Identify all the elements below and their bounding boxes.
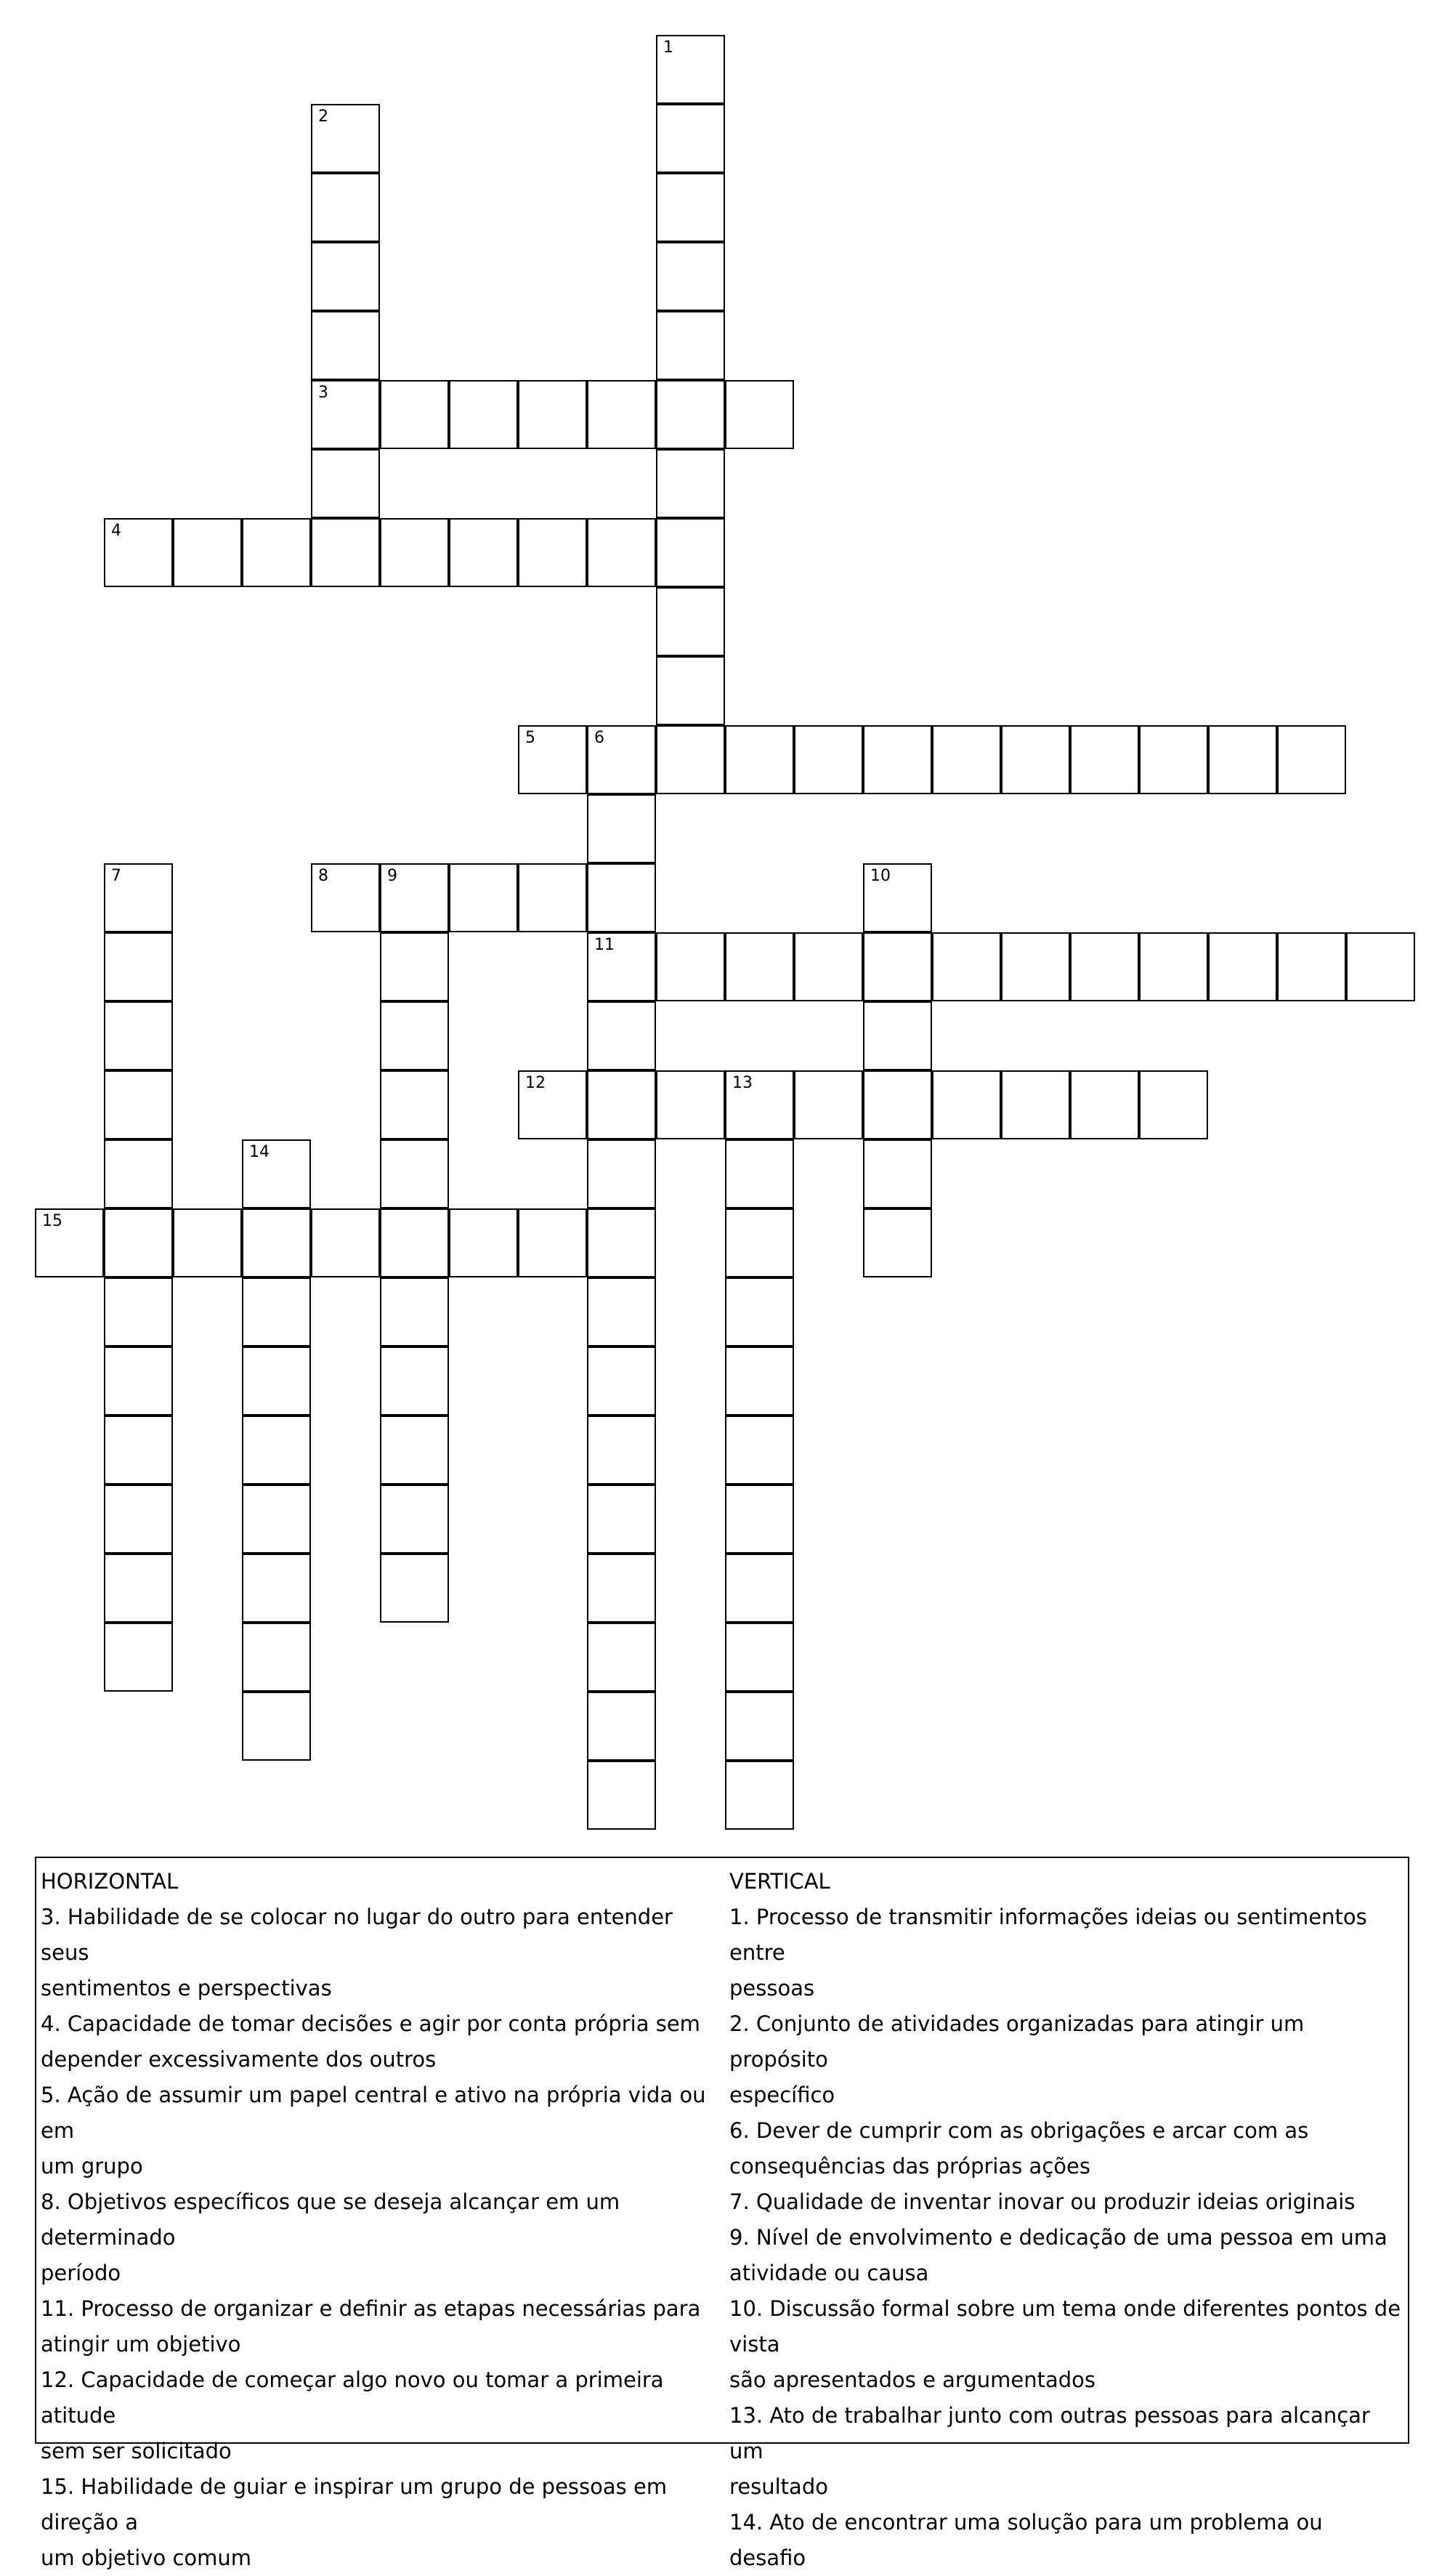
clue-line: são apresentados e argumentados xyxy=(729,2367,1096,2392)
grid-cell[interactable] xyxy=(1346,932,1415,1001)
clue-line: específico xyxy=(729,2083,835,2107)
grid-cell[interactable] xyxy=(311,173,380,242)
clue-line: resultado xyxy=(729,2474,828,2499)
clue-line: 8. Objetivos específicos que se deseja alcançar em um determinado xyxy=(41,2189,620,2250)
grid-cell[interactable] xyxy=(587,1139,656,1208)
grid-cell[interactable] xyxy=(380,1554,449,1623)
grid-cell[interactable] xyxy=(104,1001,173,1070)
horizontal-clues xyxy=(41,1864,726,2576)
grid-cell[interactable] xyxy=(587,1554,656,1623)
grid-cell[interactable] xyxy=(932,1070,1001,1139)
grid-cell[interactable] xyxy=(380,863,449,932)
grid-cell[interactable] xyxy=(725,932,794,1001)
clue-line: 4. Capacidade de tomar decisões e agir por conta própria sem xyxy=(41,2011,700,2036)
grid-cell[interactable] xyxy=(794,725,863,794)
clue-line: 10. Discussão formal sobre um tema onde diferentes pontos de vista xyxy=(729,2296,1401,2357)
clue-line: 9. Nível de envolvimento e dedicação de uma pessoa em uma xyxy=(729,2225,1388,2250)
grid-cell[interactable] xyxy=(863,1070,932,1139)
grid-cell[interactable] xyxy=(656,311,725,380)
clue-line: um grupo xyxy=(41,2154,143,2179)
grid-cell[interactable] xyxy=(1001,932,1070,1001)
grid-cell[interactable] xyxy=(587,1761,656,1830)
grid-cell[interactable] xyxy=(173,1208,242,1277)
grid-cell[interactable] xyxy=(311,380,380,449)
grid-cell[interactable] xyxy=(311,104,380,173)
clue-number: 10 xyxy=(870,867,891,885)
clue-line: sem ser solicitado xyxy=(41,2439,232,2463)
grid-cell[interactable] xyxy=(656,656,725,725)
grid-cell[interactable] xyxy=(656,725,725,794)
grid-cell[interactable] xyxy=(242,1139,311,1208)
grid-cell[interactable] xyxy=(587,1277,656,1346)
grid-cell[interactable] xyxy=(725,1554,794,1623)
grid-cell[interactable] xyxy=(725,1623,794,1692)
grid-cell[interactable] xyxy=(725,1485,794,1554)
grid-cell[interactable] xyxy=(725,1208,794,1277)
grid-cell[interactable] xyxy=(587,380,656,449)
grid-cell[interactable] xyxy=(1139,932,1208,1001)
grid-cell[interactable] xyxy=(1070,725,1139,794)
grid-cell[interactable] xyxy=(380,518,449,587)
clue-number: 2 xyxy=(318,108,328,126)
clue-number: 3 xyxy=(318,384,328,402)
grid-cell[interactable] xyxy=(587,932,656,1001)
grid-cell[interactable] xyxy=(242,1623,311,1692)
grid-cell[interactable] xyxy=(380,1277,449,1346)
grid-cell[interactable] xyxy=(725,1070,794,1139)
grid-cell[interactable] xyxy=(242,1208,311,1277)
clue-line: 12. Capacidade de começar algo novo ou tomar a primeira atitude xyxy=(41,2367,664,2428)
clue-line: 13. Ato de trabalhar junto com outras pessoas para alcançar um xyxy=(729,2403,1370,2463)
grid-cell[interactable] xyxy=(242,1346,311,1416)
clue-number: 9 xyxy=(387,867,397,885)
grid-cell[interactable] xyxy=(104,1554,173,1623)
grid-cell[interactable] xyxy=(380,1416,449,1485)
grid-cell[interactable] xyxy=(656,587,725,656)
clue-number: 4 xyxy=(111,522,121,540)
grid-cell[interactable] xyxy=(587,518,656,587)
grid-cell[interactable] xyxy=(518,1070,587,1139)
grid-cell[interactable] xyxy=(449,1208,518,1277)
clue-line: 7. Qualidade de inventar inovar ou produzir ideias originais xyxy=(729,2189,1356,2214)
grid-cell[interactable] xyxy=(656,1070,725,1139)
clue-number: 13 xyxy=(732,1074,753,1092)
grid-cell[interactable] xyxy=(242,1692,311,1761)
grid-cell[interactable] xyxy=(587,1070,656,1139)
grid-cell[interactable] xyxy=(863,863,932,932)
grid-cell[interactable] xyxy=(725,1761,794,1830)
clues-box xyxy=(35,1857,1409,2570)
grid-cell[interactable] xyxy=(104,1623,173,1692)
grid-cell[interactable] xyxy=(380,1001,449,1070)
horizontal-clue-list xyxy=(41,1899,726,2576)
clue-number: 11 xyxy=(594,936,615,954)
clue-line: sentimentos e perspectivas xyxy=(41,1976,332,2000)
clue-line: 5. Ação de assumir um papel central e ativo na própria vida ou em xyxy=(41,2083,706,2143)
clue-line: 6. Dever de cumprir com as obrigações e arcar com as xyxy=(729,2118,1309,2143)
grid-cell[interactable] xyxy=(380,1485,449,1554)
grid-cell[interactable] xyxy=(242,1416,311,1485)
grid-cell[interactable] xyxy=(725,380,794,449)
grid-cell[interactable] xyxy=(932,932,1001,1001)
grid-cell[interactable] xyxy=(725,1277,794,1346)
grid-cell[interactable] xyxy=(587,1692,656,1761)
grid-cell[interactable] xyxy=(173,518,242,587)
grid-cell[interactable] xyxy=(1208,725,1277,794)
grid-cell[interactable] xyxy=(242,1554,311,1623)
clue-line: atingir um objetivo xyxy=(41,2332,241,2357)
grid-cell[interactable] xyxy=(449,518,518,587)
clue-line: pessoas xyxy=(729,1976,815,2000)
grid-cell[interactable] xyxy=(380,932,449,1001)
grid-cell[interactable] xyxy=(656,932,725,1001)
grid-cell[interactable] xyxy=(863,1139,932,1208)
clue-line: 3. Habilidade de se colocar no lugar do outro para entender seus xyxy=(41,1905,673,1965)
grid-cell[interactable] xyxy=(863,1208,932,1277)
grid-cell[interactable] xyxy=(1277,725,1346,794)
grid-cell[interactable] xyxy=(242,1277,311,1346)
horizontal-heading: HORIZONTAL xyxy=(41,1869,179,1894)
grid-cell[interactable] xyxy=(1208,932,1277,1001)
grid-cell[interactable] xyxy=(380,380,449,449)
clue-number: 7 xyxy=(111,867,121,885)
vertical-heading: VERTICAL xyxy=(729,1869,830,1894)
grid-cell[interactable] xyxy=(311,1208,380,1277)
grid-cell[interactable] xyxy=(725,1416,794,1485)
grid-cell[interactable] xyxy=(104,1346,173,1416)
clue-number: 6 xyxy=(594,729,604,747)
grid-cell[interactable] xyxy=(104,863,173,932)
grid-cell[interactable] xyxy=(863,725,932,794)
clue-number: 14 xyxy=(249,1143,270,1161)
clue-line: 11. Processo de organizar e definir as etapas necessárias para xyxy=(41,2296,701,2321)
clue-line: consequências das próprias ações xyxy=(729,2154,1090,2179)
grid-cell[interactable] xyxy=(380,1139,449,1208)
grid-cell[interactable] xyxy=(1070,1070,1139,1139)
grid-cell[interactable] xyxy=(380,1208,449,1277)
clue-line: um objetivo comum xyxy=(41,2545,252,2570)
grid-cell[interactable] xyxy=(104,1208,173,1277)
clue-line: 2. Conjunto de atividades organizadas para atingir um propósito xyxy=(729,2011,1305,2072)
grid-cell[interactable] xyxy=(518,1208,587,1277)
grid-cell[interactable] xyxy=(1001,725,1070,794)
grid-cell[interactable] xyxy=(656,35,725,104)
grid-cell[interactable] xyxy=(863,1001,932,1070)
vertical-clues xyxy=(729,1864,1405,2576)
grid-cell[interactable] xyxy=(725,1139,794,1208)
clue-number: 8 xyxy=(318,867,328,885)
grid-cell[interactable] xyxy=(725,1692,794,1761)
grid-cell[interactable] xyxy=(587,1485,656,1554)
clue-number: 12 xyxy=(525,1074,546,1092)
grid-cell[interactable] xyxy=(587,794,656,863)
grid-cell[interactable] xyxy=(311,863,380,932)
grid-cell[interactable] xyxy=(932,725,1001,794)
clue-line: 1. Processo de transmitir informações ideias ou sentimentos entre xyxy=(729,1905,1367,1965)
grid-cell[interactable] xyxy=(518,863,587,932)
grid-cell[interactable] xyxy=(587,1346,656,1416)
clue-line: 14. Ato de encontrar uma solução para um problema ou desafio xyxy=(729,2510,1323,2570)
grid-cell[interactable] xyxy=(794,1070,863,1139)
grid-cell[interactable] xyxy=(1139,1070,1208,1139)
grid-cell[interactable] xyxy=(725,725,794,794)
grid-cell[interactable] xyxy=(242,518,311,587)
clue-line: depender excessivamente dos outros xyxy=(41,2047,437,2072)
grid-cell[interactable] xyxy=(518,725,587,794)
grid-cell[interactable] xyxy=(311,518,380,587)
clue-line: período xyxy=(41,2261,121,2285)
grid-cell[interactable] xyxy=(587,863,656,932)
grid-cell[interactable] xyxy=(104,1139,173,1208)
clue-line: 15. Habilidade de guiar e inspirar um grupo de pessoas em direção a xyxy=(41,2474,668,2535)
grid-cell[interactable] xyxy=(656,242,725,311)
grid-cell[interactable] xyxy=(794,932,863,1001)
grid-cell[interactable] xyxy=(311,449,380,518)
grid-cell[interactable] xyxy=(587,1416,656,1485)
grid-cell[interactable] xyxy=(311,311,380,380)
grid-cell[interactable] xyxy=(518,518,587,587)
grid-cell[interactable] xyxy=(311,242,380,311)
grid-cell[interactable] xyxy=(104,1277,173,1346)
grid-cell[interactable] xyxy=(587,1208,656,1277)
grid-cell[interactable] xyxy=(725,1346,794,1416)
vertical-clue-list xyxy=(729,1899,1405,2576)
clue-number: 1 xyxy=(663,39,673,57)
grid-cell[interactable] xyxy=(242,1485,311,1554)
grid-cell[interactable] xyxy=(656,380,725,449)
grid-cell[interactable] xyxy=(656,104,725,173)
grid-cell[interactable] xyxy=(587,1001,656,1070)
grid-cell[interactable] xyxy=(104,1485,173,1554)
grid-cell[interactable] xyxy=(380,1346,449,1416)
clue-number: 15 xyxy=(42,1212,62,1230)
clue-line: atividade ou causa xyxy=(729,2261,929,2285)
grid-cell[interactable] xyxy=(104,932,173,1001)
grid-cell[interactable] xyxy=(656,518,725,587)
grid-cell[interactable] xyxy=(1277,932,1346,1001)
grid-cell[interactable] xyxy=(863,932,932,1001)
grid-cell[interactable] xyxy=(1070,932,1139,1001)
grid-cell[interactable] xyxy=(380,1070,449,1139)
grid-cell[interactable] xyxy=(104,1070,173,1139)
clue-number: 5 xyxy=(525,729,535,747)
grid-cell[interactable] xyxy=(587,1623,656,1692)
grid-cell[interactable] xyxy=(1139,725,1208,794)
grid-cell[interactable] xyxy=(449,863,518,932)
grid-cell[interactable] xyxy=(587,725,656,794)
grid-cell[interactable] xyxy=(35,1208,104,1277)
grid-cell[interactable] xyxy=(104,518,173,587)
grid-cell[interactable] xyxy=(656,173,725,242)
grid-cell[interactable] xyxy=(656,449,725,518)
grid-cell[interactable] xyxy=(518,380,587,449)
grid-cell[interactable] xyxy=(104,1416,173,1485)
grid-cell[interactable] xyxy=(1001,1070,1070,1139)
grid-cell[interactable] xyxy=(449,380,518,449)
